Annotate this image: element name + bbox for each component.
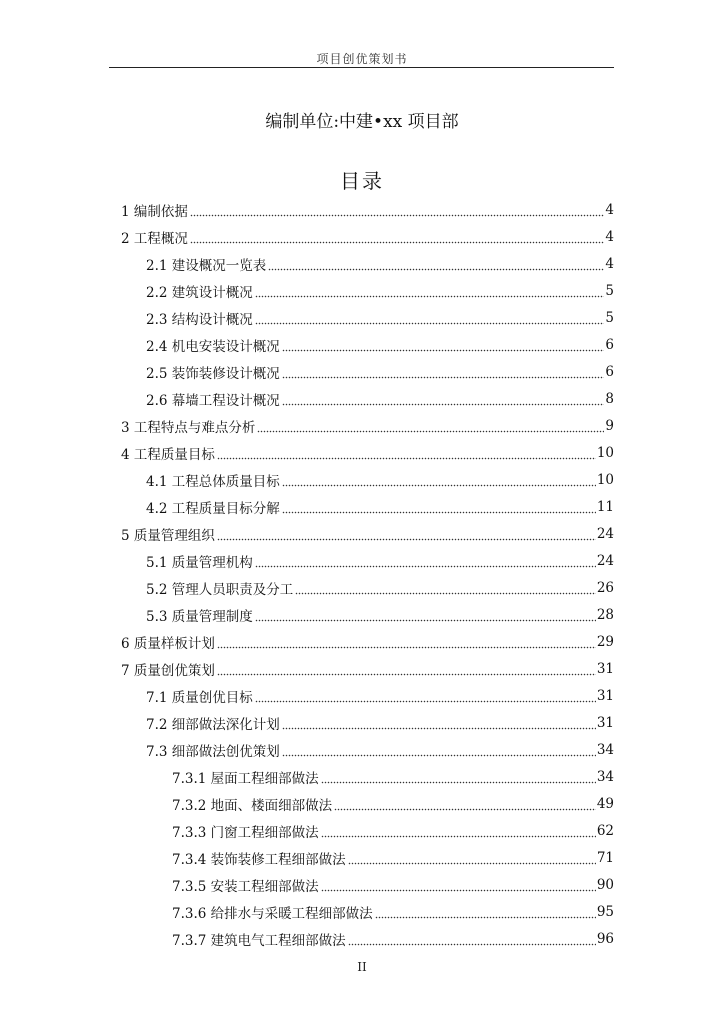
toc-entry-label: 5 质量管理组织 [121,527,215,544]
toc-entry[interactable] [0,493,724,520]
toc-entry-page: 4 [605,228,614,245]
toc-entry-page: 24 [596,552,614,569]
table-of-contents [0,196,724,952]
toc-dot-leader [282,505,596,514]
toc-dot-leader [255,316,605,325]
toc-entry-page: 10 [596,471,614,488]
toc-entry-page: 8 [605,390,614,407]
toc-entry-label: 5.3 质量管理制度 [146,608,253,625]
toc-entry-page: 71 [596,849,614,866]
toc-entry[interactable] [0,331,724,358]
toc-entry-label: 7.3.6 给排水与采暖工程细部做法 [172,905,373,922]
toc-entry[interactable] [0,736,724,763]
toc-entry-page: 31 [596,660,614,677]
toc-entry-page: 28 [596,606,614,623]
toc-entry-page: 31 [596,714,614,731]
toc-dot-leader [257,424,604,433]
toc-entry-label: 5.1 质量管理机构 [146,554,253,571]
toc-entry-page: 26 [596,579,614,596]
toc-entry[interactable] [0,466,724,493]
toc-entry[interactable] [0,898,724,925]
header-rule [109,67,614,68]
toc-entry-label: 2 工程概况 [121,230,188,247]
toc-entry-label: 4.1 工程总体质量目标 [146,473,280,490]
toc-entry[interactable] [0,817,724,844]
toc-entry[interactable] [0,574,724,601]
toc-entry-label: 6 质量样板计划 [121,635,215,652]
toc-entry-page: 10 [596,444,614,461]
toc-entry[interactable] [0,223,724,250]
toc-entry[interactable] [0,682,724,709]
toc-entry[interactable] [0,520,724,547]
toc-entry[interactable] [0,601,724,628]
toc-entry[interactable] [0,763,724,790]
toc-dot-leader [268,262,604,271]
toc-entry-page: 29 [596,633,614,650]
toc-dot-leader [348,937,596,946]
toc-entry-page: 11 [596,498,614,515]
toc-entry-page: 90 [596,876,614,893]
toc-entry-page: 24 [596,525,614,542]
toc-entry[interactable] [0,277,724,304]
toc-entry-page: 6 [605,336,614,353]
toc-entry-label: 2.1 建设概况一览表 [146,257,267,274]
toc-entry-page: 95 [596,903,614,920]
toc-dot-leader [282,748,596,757]
toc-entry[interactable] [0,196,724,223]
toc-entry-label: 7.3 细部做法创优策划 [146,743,280,760]
toc-entry-label: 7.3.7 建筑电气工程细部做法 [172,932,346,949]
toc-entry[interactable] [0,385,724,412]
toc-dot-leader [348,856,596,865]
toc-entry-label: 7.2 细部做法深化计划 [146,716,280,733]
toc-dot-leader [190,208,605,217]
toc-entry-label: 7.3.1 屋面工程细部做法 [172,770,319,787]
toc-entry-label: 7.3.3 门窗工程细部做法 [172,824,319,841]
toc-dot-leader [282,343,605,352]
toc-title: 目录 [340,169,384,193]
toc-entry-label: 7.3.5 安装工程细部做法 [172,878,319,895]
toc-entry[interactable] [0,790,724,817]
toc-entry[interactable] [0,304,724,331]
toc-entry[interactable] [0,412,724,439]
toc-dot-leader [282,397,605,406]
toc-entry[interactable] [0,871,724,898]
toc-entry[interactable] [0,925,724,952]
toc-entry-page: 34 [596,768,614,785]
toc-entry[interactable] [0,250,724,277]
toc-dot-leader [217,451,596,460]
toc-entry-label: 2.5 装饰装修设计概况 [146,365,280,382]
toc-entry-label: 5.2 管理人员职责及分工 [146,581,294,598]
toc-entry-page: 49 [596,795,614,812]
toc-dot-leader [217,667,596,676]
toc-entry-label: 2.2 建筑设计概况 [146,284,253,301]
toc-dot-leader [255,559,596,568]
running-header: 项目创优策划书 [316,52,408,66]
toc-entry[interactable] [0,358,724,385]
toc-dot-leader [255,613,596,622]
toc-entry-page: 5 [605,282,614,299]
toc-dot-leader [282,721,596,730]
toc-entry-page: 9 [605,417,614,434]
toc-dot-leader [217,640,596,649]
toc-dot-leader [217,532,596,541]
toc-entry[interactable] [0,439,724,466]
page-number: II [357,960,367,974]
toc-entry[interactable] [0,709,724,736]
toc-entry[interactable] [0,547,724,574]
toc-dot-leader [190,235,605,244]
toc-dot-leader [295,586,596,595]
toc-entry-page: 5 [605,309,614,326]
toc-dot-leader [334,802,596,811]
toc-entry-page: 62 [596,822,614,839]
toc-entry-page: 6 [605,363,614,380]
toc-dot-leader [321,829,596,838]
toc-entry-label: 2.4 机电安装设计概况 [146,338,280,355]
toc-entry-label: 7.1 质量创优目标 [146,689,253,706]
toc-entry-label: 7.3.2 地面、楼面细部做法 [172,797,333,814]
toc-entry-label: 3 工程特点与难点分析 [121,419,256,436]
toc-dot-leader [282,370,605,379]
toc-entry-label: 4 工程质量目标 [121,446,215,463]
toc-dot-leader [375,910,596,919]
toc-entry[interactable] [0,844,724,871]
toc-dot-leader [255,694,596,703]
toc-entry-label: 7 质量创优策划 [121,662,215,679]
toc-entry-label: 4.2 工程质量目标分解 [146,500,280,517]
toc-entry[interactable] [0,628,724,655]
toc-dot-leader [321,775,596,784]
toc-entry-page: 34 [596,741,614,758]
toc-entry-label: 7.3.4 装饰装修工程细部做法 [172,851,346,868]
toc-entry-label: 2.3 结构设计概况 [146,311,253,328]
toc-entry-page: 4 [605,255,614,272]
toc-entry-page: 31 [596,687,614,704]
toc-entry-label: 2.6 幕墙工程设计概况 [146,392,280,409]
toc-entry[interactable] [0,655,724,682]
toc-entry-page: 96 [596,930,614,947]
toc-entry-label: 1 编制依据 [121,203,188,220]
toc-entry-page: 4 [605,201,614,218]
toc-dot-leader [255,289,605,298]
organization-line: 编制单位:中建•xx 项目部 [265,112,459,132]
toc-dot-leader [321,883,596,892]
toc-dot-leader [282,478,596,487]
